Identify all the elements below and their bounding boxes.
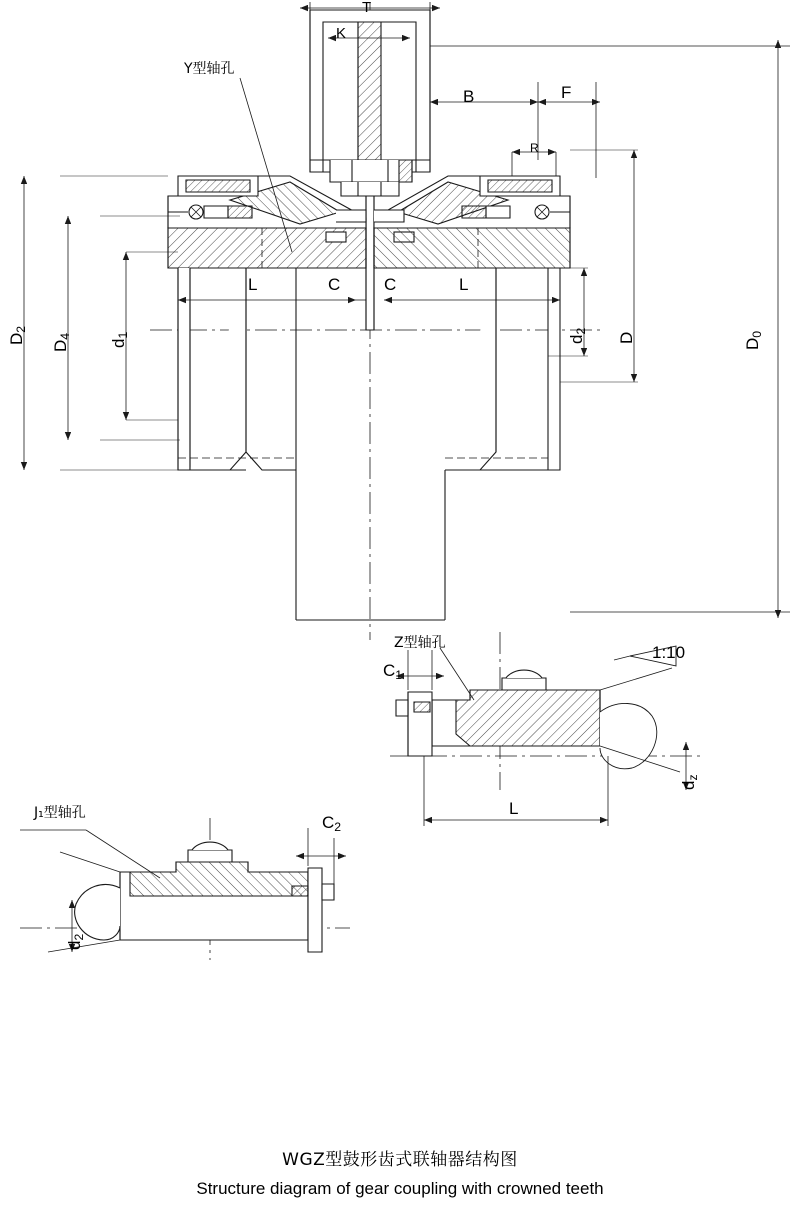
dim-label-D4: $D_4$: [51, 332, 73, 352]
dim-label-C2: $C_2$: [322, 813, 342, 835]
dim-label-B: B: [463, 87, 475, 106]
dim-label-C1: $C_1$: [383, 661, 403, 683]
dim-label-dz: $d_z$: [679, 774, 701, 790]
callout-taper-ratio: 1:10: [652, 643, 686, 662]
dim-label-R: R: [530, 141, 539, 155]
dim-label-C-left: C: [328, 275, 341, 294]
dim-label-L-right: L: [459, 275, 469, 294]
callout-y-bore: Y型轴孔: [184, 61, 235, 77]
figure-caption: [0, 1145, 800, 1199]
dim-label-d2-main: $d_2$: [567, 327, 589, 344]
dim-label-D2: $D_2$: [7, 325, 29, 345]
dim-label-C-right: C: [384, 275, 397, 294]
dim-label-D0: $D_0$: [743, 330, 765, 350]
figure-title-cn: WGZ型鼓形齿式联轴器结构图: [282, 1150, 518, 1170]
dim-label-T: T: [362, 0, 372, 16]
dim-label-D: D: [617, 331, 636, 344]
dim-label-L-left: L: [248, 275, 258, 294]
dim-label-K: K: [336, 25, 347, 42]
dim-label-d1: $d_1$: [109, 331, 131, 348]
dim-label-F: F: [561, 83, 572, 102]
figure-title-en: Structure diagram of gear coupling with crowned teeth: [196, 1179, 604, 1198]
dim-label-d2-j1: $d_2$: [65, 933, 87, 950]
callout-z-bore: Z型轴孔: [394, 635, 446, 651]
callout-j1-bore: J₁型轴孔: [34, 805, 86, 821]
dim-label-L-z: L: [509, 799, 519, 818]
